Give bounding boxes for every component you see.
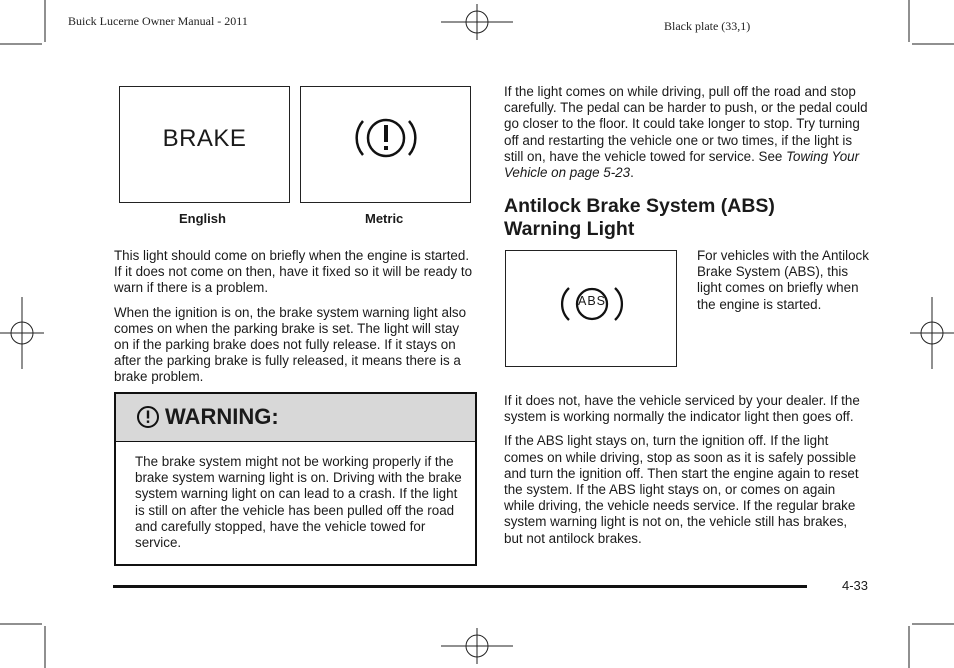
abs-side-text: For vehicles with the Antilock Brake System (ABS), this light comes on briefly when the engine is started. <box>697 248 869 312</box>
brake-warning-icon <box>351 113 421 163</box>
intro-end: . <box>630 165 634 181</box>
registration-mark-top <box>441 4 513 40</box>
brake-lamp-text: BRAKE <box>162 125 247 152</box>
plate-label: Black plate (33,1) <box>664 19 751 33</box>
paragraph: This light should come on briefly when the engine is started. If it does not come on then, have it fixed so it will be ready to warn if there is a problem. <box>114 248 473 296</box>
paragraph: When the ignition is on, the brake system warning light also comes on when the parking brake is set. The light will stay on if the parking brake does not fully release. If it stays on after the parking brake is fully released, it means there is a brake problem. <box>114 304 467 385</box>
paragraph: If the ABS light stays on, turn the ignition off. If the light comes on while driving, stop as soon as it is safely possible and turn the ignition off. Then start the engine again to reset the system. If the ABS light stays on, or comes on again while driving, the vehicle needs service. If the regular brake system warning light is not on, the vehicle still has brakes, but not antilock brakes. <box>504 433 859 546</box>
registration-mark-right <box>910 297 954 369</box>
warning-icon <box>136 405 160 429</box>
section-title-line1: Antilock Brake System (ABS) <box>504 195 775 217</box>
registration-mark-left <box>0 297 44 369</box>
warning-header <box>116 394 475 442</box>
warning-box <box>114 392 477 566</box>
right-column-text <box>504 393 868 555</box>
brake-lamp-metric <box>300 86 471 203</box>
paragraph: If it does not, have the vehicle serviced by your dealer. If the system is working normally the indicator light then goes off. <box>504 393 860 425</box>
abs-lamp <box>505 250 677 367</box>
brake-lamp-english <box>119 86 290 203</box>
warning-text: The brake system might not be working properly if the brake system warning light is on. Driving with the brake system warning light on can lead to a crash. If the light is still on after the vehicle has been pulled off the road and carefully stopped, have the vehicle towed for service. <box>135 454 462 551</box>
footer-rule <box>113 585 807 588</box>
towing-reference: Towing Your Vehicle on page 5-23 <box>504 148 860 181</box>
section-title <box>504 195 775 241</box>
page-number: 4-33 <box>842 578 869 593</box>
registration-mark-bottom <box>441 628 513 664</box>
warning-title: WARNING: <box>165 404 279 429</box>
caption-metric: Metric <box>365 211 404 226</box>
abs-lamp-text: ABS <box>577 294 606 308</box>
intro-text: If the light comes on while driving, pull off the road and stop carefully. The pedal can be harder to push, or the pedal could go closer to the floor. It could take longer to stop. Try turning off and restarting the vehicle one or two times, if the light is still on, have the vehicle towed for service. See <box>504 84 868 164</box>
intro-paragraph <box>504 84 868 181</box>
left-column-text <box>114 248 476 394</box>
section-title-line2: Warning Light <box>504 218 635 240</box>
caption-english: English <box>179 211 226 226</box>
manual-title: Buick Lucerne Owner Manual - 2011 <box>68 14 248 28</box>
